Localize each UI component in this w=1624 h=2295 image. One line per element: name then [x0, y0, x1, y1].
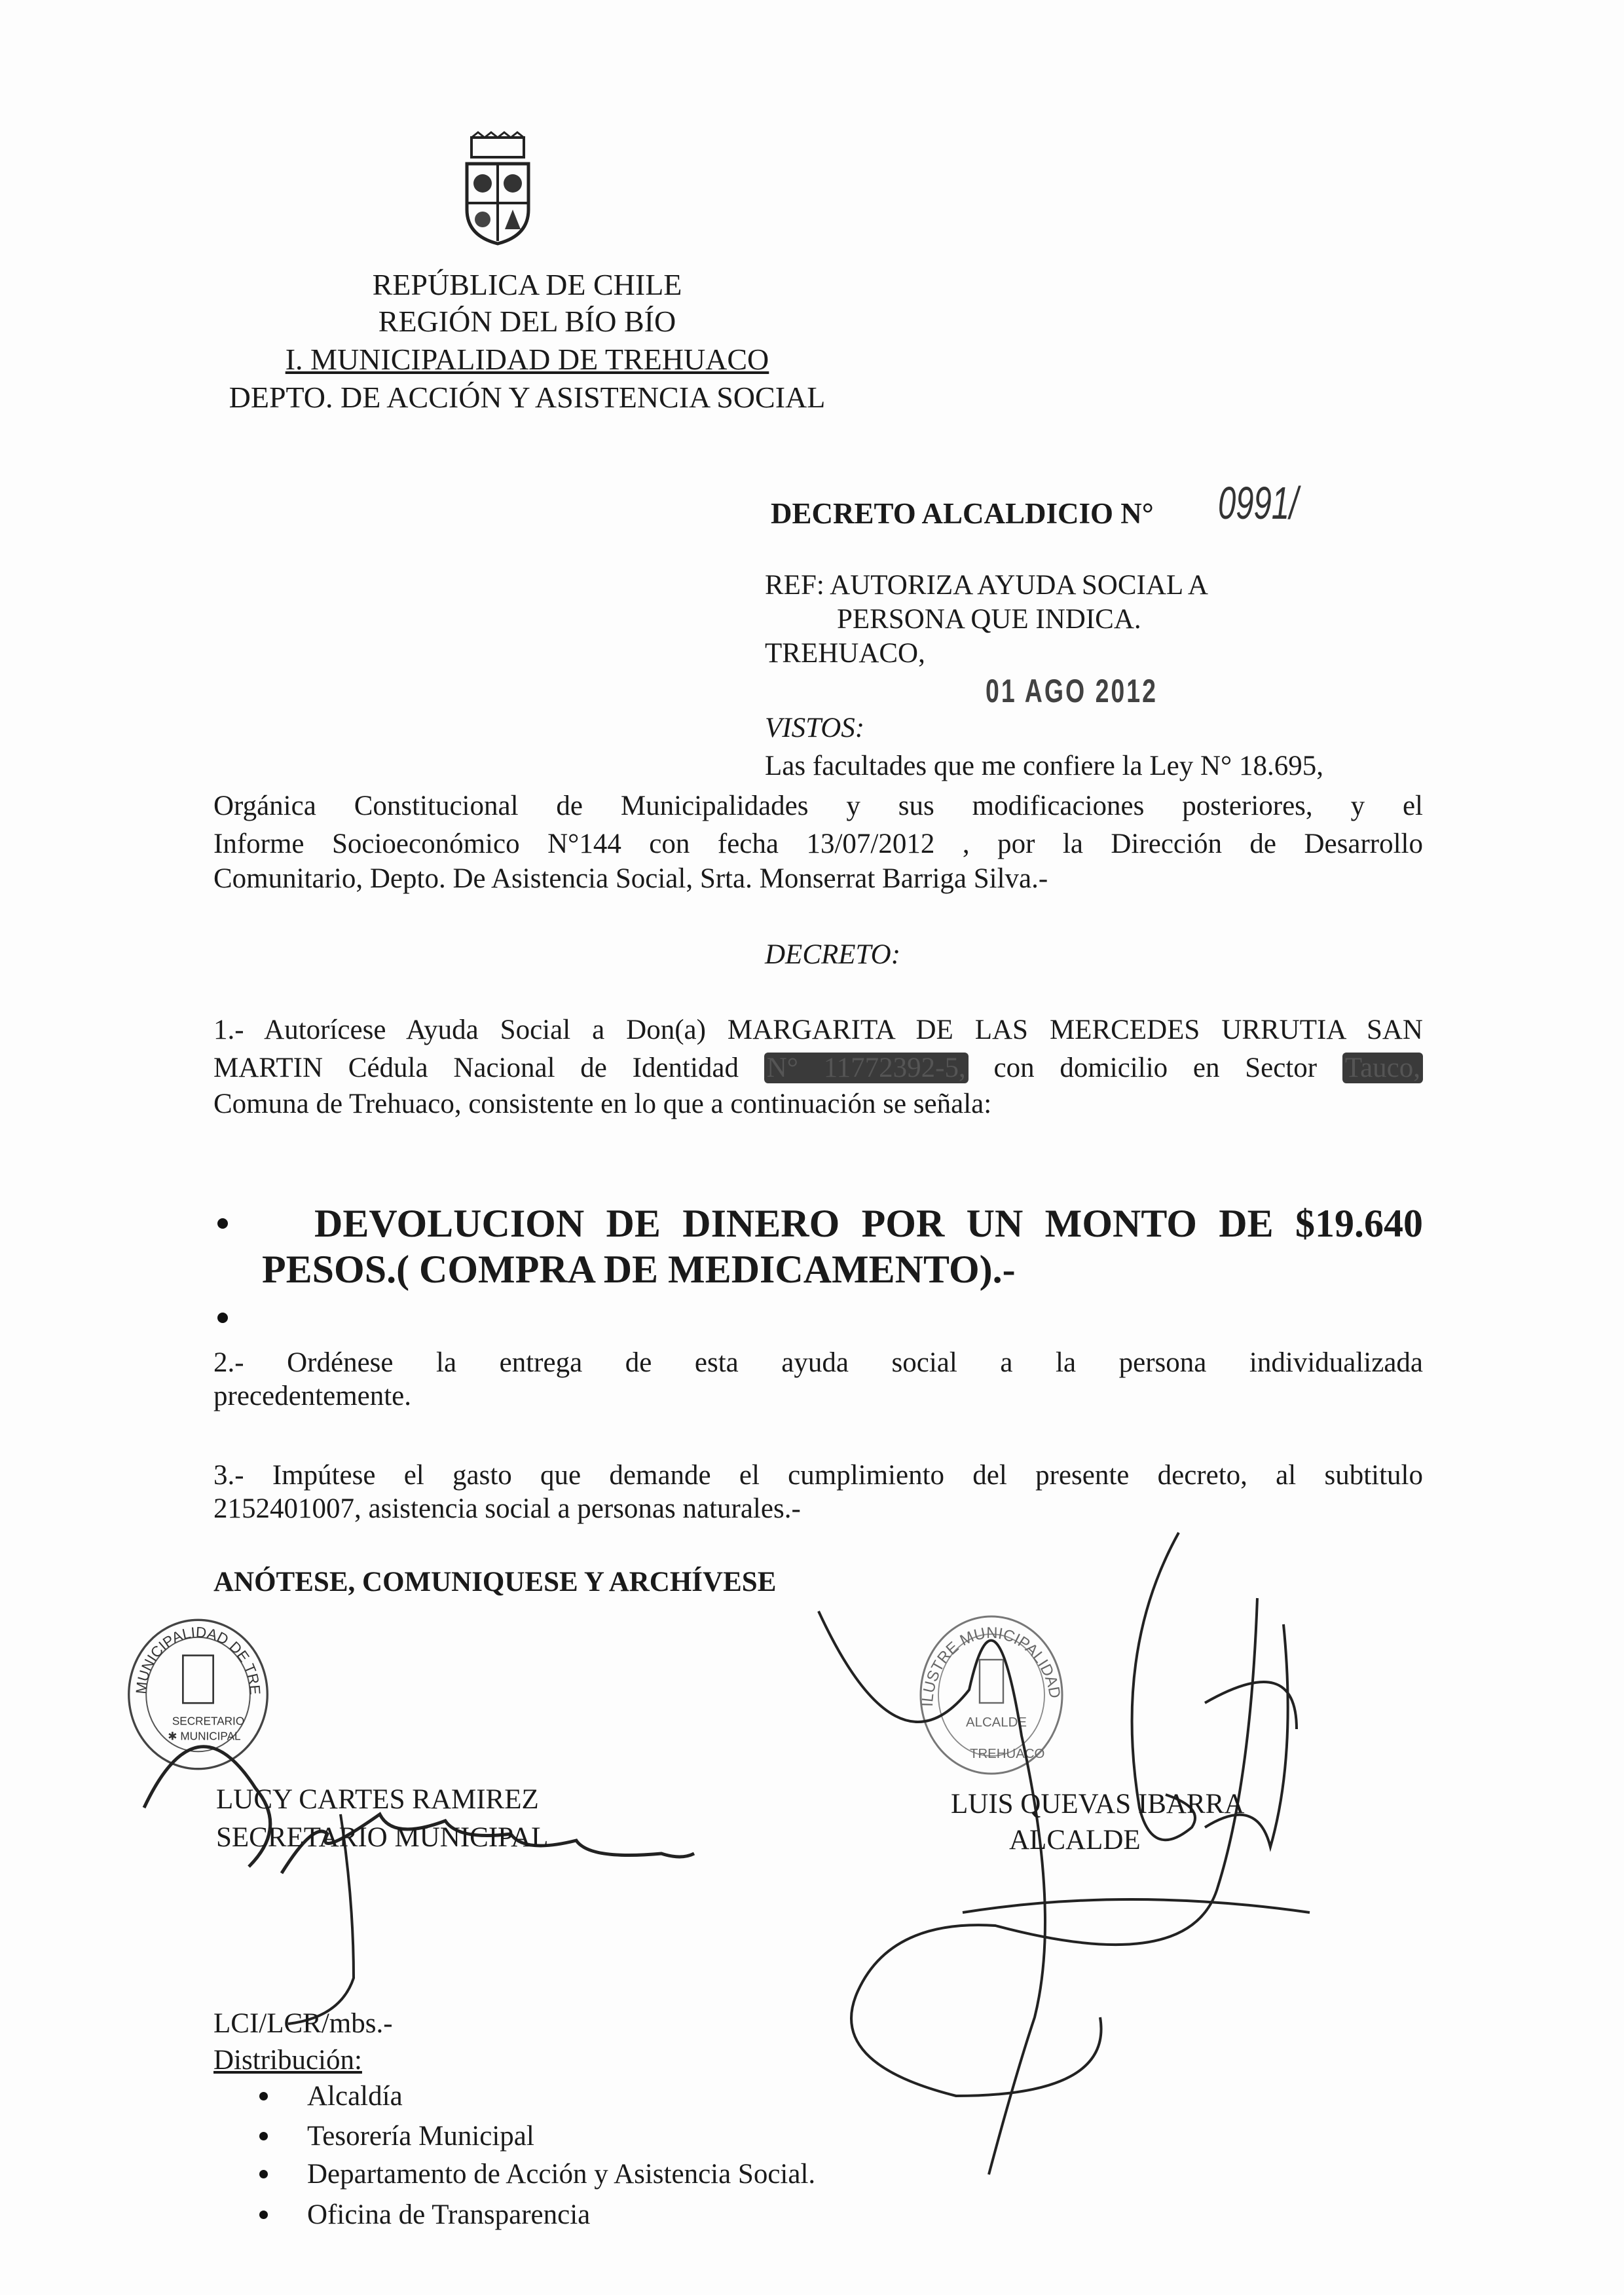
distribution-item: Oficina de Transparencia: [307, 2199, 591, 2230]
bullet-icon: [217, 1218, 228, 1229]
mayor-signature: [799, 1520, 1336, 2207]
vistos-line: Orgánica Constitucional de Municipalidades y sus modificaciones posteriores, y el: [213, 791, 1423, 821]
secretary-name: LUCY CARTES RAMIREZ: [216, 1784, 539, 1815]
benefit-line: DEVOLUCION DE DINERO POR UN MONTO DE $19.640: [314, 1202, 1423, 1245]
svg-text:MUNICIPALIDAD DE TREHUACO: MUNICIPALIDAD DE TREHUACO: [119, 1603, 264, 1696]
item2-line: 2.- Ordénese la entrega de esta ayuda social a la persona individualizada: [213, 1347, 1423, 1378]
svg-text:SECRETARIO: SECRETARIO: [172, 1714, 245, 1728]
svg-text:✱ MUNICIPAL: ✱ MUNICIPAL: [168, 1729, 241, 1743]
distribution-item: Tesorería Municipal: [307, 2121, 534, 2152]
decreto-heading: DECRETO:: [765, 939, 901, 970]
distribution-item: Departamento de Acción y Asistencia Social.: [307, 2159, 816, 2190]
item1-line: 1.- Autorícese Ayuda Social a Don(a) MARGARITA DE LAS MERCEDES URRUTIA SAN: [213, 1015, 1423, 1045]
vistos-line: Comunitario, Depto. De Asistencia Social, Srta. Monserrat Barriga Silva.-: [213, 863, 1048, 894]
item3-line: 2152401007, asistencia social a personas naturales.-: [213, 1493, 801, 1524]
date-stamp: 01 AGO 2012: [986, 673, 1158, 709]
redacted-sector: Tauco,: [1342, 1053, 1423, 1083]
vistos-line: Informe Socioeconómico N°144 con fecha 13/07/2012 , por la Dirección de Desarrollo: [213, 829, 1423, 859]
bullet-icon: [259, 2211, 268, 2219]
header-department: DEPTO. DE ACCIÓN Y ASISTENCIA SOCIAL: [229, 381, 826, 414]
item3-line: 3.- Impútese el gasto que demande el cumplimiento del presente decreto, al subtitulo: [213, 1460, 1423, 1491]
bullet-icon: [217, 1313, 228, 1323]
mayor-title: ALCALDE: [1009, 1825, 1141, 1856]
vistos-heading: VISTOS:: [765, 713, 865, 743]
vistos-line: Las facultades que me confiere la Ley N° 18.695,: [765, 751, 1323, 781]
municipal-crest-icon: [462, 131, 534, 246]
secretary-signature: [118, 1703, 838, 2030]
svg-text:ALCALDE: ALCALDE: [966, 1715, 1027, 1730]
closing: ANÓTESE, COMUNIQUESE Y ARCHÍVESE: [213, 1567, 777, 1597]
decree-title: DECRETO ALCALDICIO N°: [771, 497, 1154, 530]
ref-line-2: PERSONA QUE INDICA.: [837, 604, 1141, 635]
secretary-title: SECRETARIO MUNICIPAL: [216, 1822, 549, 1853]
item1-text: con domicilio en Sector: [993, 1053, 1318, 1083]
svg-text:TREHUACO: TREHUACO: [970, 1747, 1045, 1761]
distribution-heading: Distribución:: [213, 2045, 362, 2076]
item1-line: [213, 1052, 1423, 1084]
decree-number-handwritten: 0991/: [1218, 477, 1299, 529]
item2-line: precedentemente.: [213, 1381, 412, 1411]
initials: LCI/LCR/mbs.-: [213, 2008, 393, 2039]
header-region: REGIÓN DEL BÍO BÍO: [378, 305, 676, 338]
place: TREHUACO,: [765, 638, 925, 669]
ref-line-1: REF: AUTORIZA AYUDA SOCIAL A: [765, 570, 1208, 601]
redacted-rut: N° 11772392-5,: [764, 1053, 969, 1083]
header-municipality: I. MUNICIPALIDAD DE TREHUACO: [285, 343, 769, 376]
distribution-item: Alcaldía: [307, 2081, 403, 2112]
svg-text:ILUSTRE MUNICIPALIDAD: ILUSTRE MUNICIPALIDAD: [918, 1624, 1064, 1707]
benefit-line: PESOS.( COMPRA DE MEDICAMENTO).-: [262, 1248, 1016, 1291]
bullet-icon: [259, 2132, 268, 2140]
bullet-icon: [259, 2092, 268, 2100]
item1-text: MARTIN Cédula Nacional de Identidad: [213, 1053, 739, 1083]
item1-line: Comuna de Trehuaco, consistente en lo que a continuación se señala:: [213, 1089, 992, 1119]
bullet-icon: [259, 2170, 268, 2178]
header-country: REPÚBLICA DE CHILE: [372, 268, 682, 301]
mayor-name: LUIS QUEVAS IBARRA: [951, 1789, 1245, 1819]
